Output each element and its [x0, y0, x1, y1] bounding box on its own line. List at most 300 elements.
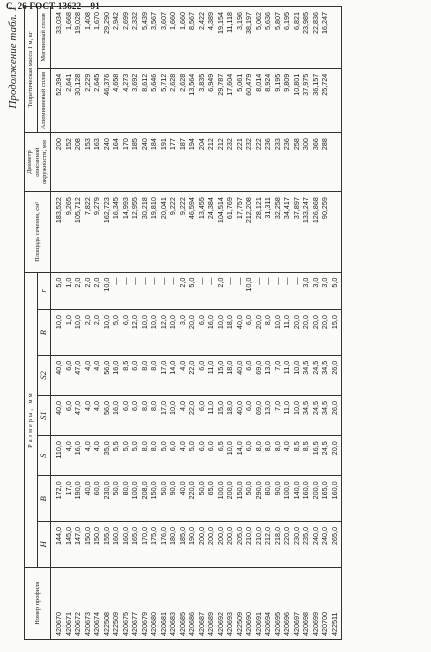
cell-r-lower: — — [235, 272, 245, 310]
cell-h: 200,0 — [197, 522, 207, 568]
cell-r-lower: — — [111, 272, 121, 310]
cell-mass-aluminium: 13,564 — [187, 68, 197, 132]
cell-r-upper: 5,0 — [111, 310, 121, 356]
cell-mass-magnesium: 23,985 — [301, 7, 311, 69]
cell-r-lower: — — [225, 272, 235, 310]
cell-h: 160,0 — [121, 522, 131, 568]
cell-area: 34,417 — [282, 192, 292, 272]
cell-r-upper: 16,0 — [206, 310, 216, 356]
cell-s: 10,0 — [225, 436, 235, 476]
cell-mass-magnesium: 8,567 — [187, 7, 197, 69]
cell-s: 8,0 — [263, 436, 273, 476]
cell-area: 9,279 — [92, 192, 102, 272]
cell-s2: 34,5 — [320, 355, 330, 395]
cell-s1: 24,5 — [311, 395, 321, 435]
table-row — [216, 7, 226, 640]
table-row — [320, 7, 330, 640]
cell-b: 80,0 — [121, 476, 131, 522]
cell-mass-magnesium: 33,034 — [51, 7, 64, 69]
cell-s1: 4,0 — [178, 395, 188, 435]
cell-b: 160,0 — [330, 476, 342, 522]
cell-s1: 4,0 — [83, 395, 93, 435]
cell-s1: 7,0 — [273, 395, 283, 435]
cell-mass-magnesium: 3,567 — [149, 7, 159, 69]
cell-s2: 17,0 — [159, 355, 169, 395]
cell-s1: 26,0 — [330, 395, 342, 435]
cell-diameter: 236 — [282, 133, 292, 192]
cell-b: 230,0 — [102, 476, 112, 522]
cell-r-lower: 10,0 — [244, 272, 254, 310]
cell-mass-magnesium — [330, 7, 342, 69]
cell-r-upper: 20,0 — [301, 310, 311, 356]
cell-h: 200,0 — [206, 522, 216, 568]
table-row — [51, 7, 64, 640]
cell-h: 175,0 — [149, 522, 159, 568]
table-row — [149, 7, 159, 640]
cell-s: 4,0 — [83, 436, 93, 476]
cell-area: 16,345 — [111, 192, 121, 272]
cell-mass-magnesium: 1,668 — [64, 7, 74, 69]
page-header: С. 26 ГОСТ 13622—91 — [6, 1, 100, 11]
cell-area: 37,897 — [292, 192, 302, 272]
cell-mass-aluminium: 46,376 — [102, 68, 112, 132]
table-row — [178, 7, 188, 640]
cell-s1: 10,0 — [168, 395, 178, 435]
cell-s: 4,0 — [178, 436, 188, 476]
cell-s: 24,5 — [320, 436, 330, 476]
cell-mass-aluminium: 37,975 — [301, 68, 311, 132]
cell-b: 90,0 — [168, 476, 178, 522]
cell-b: 100,0 — [130, 476, 140, 522]
table-row — [130, 7, 140, 640]
cell-diameter: 221 — [235, 133, 245, 192]
cell-diameter: 233 — [273, 133, 283, 192]
cell-s1: 18,0 — [225, 395, 235, 435]
cell-mass-aluminium: 8,014 — [254, 68, 264, 132]
cell-diameter: 232 — [244, 133, 254, 192]
cell-b: 150,0 — [149, 476, 159, 522]
cell-r-upper: 20,0 — [187, 310, 197, 356]
cell-mass-magnesium: 38,197 — [244, 7, 254, 69]
cell-r-lower: 10,0 — [102, 272, 112, 310]
rotated-table-region — [6, 0, 430, 640]
cell-s: 6,5 — [216, 436, 226, 476]
cell-profile-number: 420694 — [263, 567, 273, 639]
cell-mass-aluminium: 8,612 — [140, 68, 150, 132]
header-r-upper: R — [38, 310, 51, 356]
table-row — [83, 7, 93, 640]
table-row — [206, 7, 216, 640]
cell-s1: 6,0 — [121, 395, 131, 435]
cell-area: 183,522 — [51, 192, 64, 272]
header-r-lower: r — [38, 272, 51, 310]
cell-r-lower: — — [159, 272, 169, 310]
table-row — [282, 7, 292, 640]
cell-r-lower: — — [130, 272, 140, 310]
cell-s2: 11,0 — [206, 355, 216, 395]
cell-mass-aluminium: 4,658 — [111, 68, 121, 132]
cell-b: 190,0 — [73, 476, 83, 522]
cell-b: 208,0 — [140, 476, 150, 522]
table-row — [292, 7, 302, 640]
cell-mass-magnesium: 1,408 — [83, 7, 93, 69]
cell-h: 230,0 — [292, 522, 302, 568]
table-row — [311, 7, 321, 640]
header-h: H — [38, 522, 51, 568]
cell-mass-magnesium: 16,247 — [320, 7, 330, 69]
table-row — [197, 7, 207, 640]
cell-s2: 56,0 — [102, 355, 112, 395]
cell-r-lower: — — [206, 272, 216, 310]
cell-mass-magnesium: 5,636 — [263, 7, 273, 69]
cell-mass-aluminium: 4,273 — [121, 68, 131, 132]
cell-r-upper: 20,0 — [320, 310, 330, 356]
cell-s2: 6,0 — [130, 355, 140, 395]
cell-area: 105,712 — [73, 192, 83, 272]
table-row — [102, 7, 112, 640]
header-s1: S1 — [38, 395, 51, 435]
cell-s1: 6,0 — [64, 395, 74, 435]
cell-s1: 11,0 — [282, 395, 292, 435]
cell-area: 212,208 — [244, 192, 254, 272]
cell-s1: 13,0 — [263, 395, 273, 435]
table-row — [121, 7, 131, 640]
cell-area: 9,222 — [178, 192, 188, 272]
cell-diameter: 236 — [263, 133, 273, 192]
cell-area: 17,757 — [235, 192, 245, 272]
table-row — [64, 7, 74, 640]
cell-s2: 6,0 — [197, 355, 207, 395]
cell-s2: 24,5 — [311, 355, 321, 395]
header-mass: Теоретическая масса 1 м, кг — [25, 7, 38, 133]
cell-profile-number: 422511 — [330, 567, 342, 639]
table-row — [140, 7, 150, 640]
cell-area: 61,769 — [225, 192, 235, 272]
cell-h: 200,0 — [216, 522, 226, 568]
cell-b: 50,0 — [244, 476, 254, 522]
cell-s: 6,0 — [197, 436, 207, 476]
cell-r-lower: — — [282, 272, 292, 310]
cell-r-lower: 2,0 — [83, 272, 93, 310]
cell-diameter: 300 — [301, 133, 311, 192]
cell-mass-magnesium: 6,195 — [282, 7, 292, 69]
cell-mass-aluminium: 2,229 — [83, 68, 93, 132]
cell-s: 8,0 — [273, 436, 283, 476]
table-row — [330, 7, 342, 640]
cell-r-lower: — — [121, 272, 131, 310]
cell-diameter: 258 — [292, 133, 302, 192]
cell-diameter: 212 — [206, 133, 216, 192]
cell-mass-magnesium: 19,154 — [216, 7, 226, 69]
cell-diameter: 366 — [311, 133, 321, 192]
cell-s2: 7,0 — [273, 355, 283, 395]
cell-h: 205,0 — [235, 522, 245, 568]
cell-profile-number: 420699 — [311, 567, 321, 639]
cell-r-upper: 2,0 — [83, 310, 93, 356]
cell-mass-aluminium: 2,641 — [64, 68, 74, 132]
cell-diameter: 194 — [187, 133, 197, 192]
cell-profile-number: 420672 — [73, 567, 83, 639]
cell-profile-number: 420689 — [206, 567, 216, 639]
cell-s2: 8,0 — [140, 355, 150, 395]
cell-s1: 8,0 — [149, 395, 159, 435]
cell-diameter: 185 — [130, 133, 140, 192]
cell-r-upper: 6,0 — [244, 310, 254, 356]
cell-s1: 8,0 — [140, 395, 150, 435]
cell-mass-aluminium: 8,924 — [263, 68, 273, 132]
cell-s: 6,0 — [206, 436, 216, 476]
cell-diameter: 184 — [149, 133, 159, 192]
cell-s: 16,5 — [311, 436, 321, 476]
cell-profile-number: 420674 — [92, 567, 102, 639]
cell-s2: 6,0 — [244, 355, 254, 395]
cell-r-upper: 10,0 — [140, 310, 150, 356]
cell-h: 210,0 — [244, 522, 254, 568]
cell-profile-number: 420692 — [216, 567, 226, 639]
cell-profile-number: 420671 — [64, 567, 74, 639]
cell-r-upper: 1,0 — [64, 310, 74, 356]
cell-mass-magnesium: 2,699 — [121, 7, 131, 69]
cell-diameter: 187 — [178, 133, 188, 192]
cell-area: 90,259 — [320, 192, 330, 272]
cell-diameter: 208 — [73, 133, 83, 192]
cell-mass-aluminium — [330, 68, 342, 132]
cell-s1: 6,0 — [130, 395, 140, 435]
cell-b: 40,0 — [83, 476, 93, 522]
cell-s1: 34,5 — [301, 395, 311, 435]
cell-r-upper: 10,0 — [149, 310, 159, 356]
cell-profile-number: 420683 — [168, 567, 178, 639]
cell-profile-number: 420673 — [83, 567, 93, 639]
cell-diameter: 164 — [111, 133, 121, 192]
profile-table — [24, 6, 342, 640]
cell-profile-number: 420696 — [282, 567, 292, 639]
cell-s2: 6,0 — [64, 355, 74, 395]
cell-s1: 34,5 — [320, 395, 330, 435]
cell-r-lower: 3,0 — [301, 272, 311, 310]
cell-mass-aluminium: 3,835 — [197, 68, 207, 132]
cell-mass-aluminium: 36,157 — [311, 68, 321, 132]
cell-s: 6,0 — [244, 436, 254, 476]
cell-b: 290,0 — [254, 476, 264, 522]
cell-r-lower: 2,0 — [92, 272, 102, 310]
cell-area: 12,955 — [130, 192, 140, 272]
cell-mass-magnesium: 5,807 — [273, 7, 283, 69]
cell-profile-number: 420690 — [244, 567, 254, 639]
cell-s: 8,5 — [301, 436, 311, 476]
header-s2: S2 — [38, 355, 51, 395]
cell-r-upper: 15,0 — [330, 310, 342, 356]
cell-mass-aluminium: 9,809 — [282, 68, 292, 132]
cell-s: 5,0 — [187, 436, 197, 476]
table-row — [301, 7, 311, 640]
cell-s2: 26,0 — [330, 355, 342, 395]
cell-r-upper: 20,0 — [292, 310, 302, 356]
cell-mass-magnesium: 29,290 — [102, 7, 112, 69]
cell-area: 30,218 — [140, 192, 150, 272]
cell-r-upper: 6,0 — [121, 310, 131, 356]
cell-h: 240,0 — [311, 522, 321, 568]
cell-mass-aluminium: 9,195 — [273, 68, 283, 132]
cell-diameter: 163 — [92, 133, 102, 192]
cell-diameter: 153 — [83, 133, 93, 192]
header-b: B — [38, 476, 51, 522]
cell-mass-aluminium: 2,645 — [92, 68, 102, 132]
cell-b: 60,0 — [92, 476, 102, 522]
cell-r-lower: — — [263, 272, 273, 310]
cell-r-lower: 5,0 — [51, 272, 64, 310]
table-row — [273, 7, 283, 640]
cell-mass-aluminium: 2,628 — [168, 68, 178, 132]
cell-profile-number: 420693 — [225, 567, 235, 639]
cell-s1: 16,0 — [111, 395, 121, 435]
cell-h: 218,0 — [273, 522, 283, 568]
cell-profile-number: 422509 — [235, 567, 245, 639]
cell-area: 133,247 — [301, 192, 311, 272]
cell-r-upper: 6,0 — [197, 310, 207, 356]
cell-b: 90,0 — [273, 476, 283, 522]
cell-mass-magnesium: 6,821 — [292, 7, 302, 69]
table-row — [111, 7, 121, 640]
cell-mass-magnesium: 2,422 — [197, 7, 207, 69]
cell-s2: 16,0 — [111, 355, 121, 395]
cell-mass-aluminium: 17,604 — [225, 68, 235, 132]
cell-s: 8,0 — [140, 436, 150, 476]
cell-mass-aluminium: 6,949 — [206, 68, 216, 132]
cell-h: 235,0 — [301, 522, 311, 568]
cell-s2: 34,5 — [301, 355, 311, 395]
cell-mass-magnesium: 22,836 — [311, 7, 321, 69]
cell-s: 35,0 — [102, 436, 112, 476]
cell-area: 20,041 — [159, 192, 169, 272]
cell-h: 176,0 — [159, 522, 169, 568]
cell-r-upper: 40,0 — [235, 310, 245, 356]
cell-s1: 40,0 — [51, 395, 64, 435]
cell-h: 212,0 — [263, 522, 273, 568]
cell-b: 220,0 — [187, 476, 197, 522]
cell-h: 150,0 — [92, 522, 102, 568]
cell-s1: 22,0 — [187, 395, 197, 435]
cell-b: 165,0 — [320, 476, 330, 522]
cell-s: 16,0 — [73, 436, 83, 476]
cell-h: 160,0 — [111, 522, 121, 568]
cell-r-upper: 20,0 — [311, 310, 321, 356]
cell-r-lower: 3,0 — [320, 272, 330, 310]
cell-area: 162,723 — [102, 192, 112, 272]
cell-b: 140,0 — [292, 476, 302, 522]
cell-s: 6,0 — [168, 436, 178, 476]
cell-r-lower: — — [149, 272, 159, 310]
cell-r-lower: — — [197, 272, 207, 310]
cell-b: 200,0 — [225, 476, 235, 522]
table-row — [92, 7, 102, 640]
cell-mass-aluminium: 3,692 — [130, 68, 140, 132]
cell-area: 14,993 — [121, 192, 131, 272]
cell-s2: 4,0 — [92, 355, 102, 395]
cell-h: 190,0 — [187, 522, 197, 568]
cell-area — [330, 192, 342, 272]
cell-mass-aluminium: 30,128 — [73, 68, 83, 132]
continuation-label: Продолжение табл. 1 — [7, 6, 19, 109]
cell-s1: 56,0 — [102, 395, 112, 435]
cell-diameter — [330, 133, 342, 192]
cell-r-upper: 10,0 — [102, 310, 112, 356]
cell-r-upper: 10,0 — [73, 310, 83, 356]
cell-s1: 69,0 — [254, 395, 264, 435]
cell-mass-aluminium: 5,712 — [159, 68, 169, 132]
cell-diameter: 191 — [159, 133, 169, 192]
cell-mass-aluminium: 2,628 — [178, 68, 188, 132]
header-aluminium: Алюминиевый сплав — [38, 68, 51, 132]
cell-area: 19,810 — [149, 192, 159, 272]
cell-s2: 14,0 — [168, 355, 178, 395]
cell-h: 200,0 — [225, 522, 235, 568]
cell-s2: 8,5 — [121, 355, 131, 395]
cell-diameter: 152 — [64, 133, 74, 192]
cell-profile-number: 420698 — [301, 567, 311, 639]
cell-h: 240,0 — [320, 522, 330, 568]
cell-mass-magnesium: 19,028 — [73, 7, 83, 69]
cell-s: 4,0 — [64, 436, 74, 476]
cell-mass-magnesium: 11,118 — [225, 7, 235, 69]
cell-mass-aluminium: 60,479 — [244, 68, 254, 132]
cell-s: 14,0 — [235, 436, 245, 476]
cell-r-upper: 10,0 — [168, 310, 178, 356]
cell-r-lower: 5,0 — [187, 272, 197, 310]
cell-s1: 6,0 — [244, 395, 254, 435]
cell-b: 160,0 — [301, 476, 311, 522]
table-row — [168, 7, 178, 640]
cell-r-upper: 10,0 — [273, 310, 283, 356]
cell-area: 46,594 — [187, 192, 197, 272]
cell-s2: 69,0 — [254, 355, 264, 395]
cell-s1: 47,0 — [73, 395, 83, 435]
cell-r-lower: 5,0 — [330, 272, 342, 310]
table-row — [263, 7, 273, 640]
table-row — [187, 7, 197, 640]
cell-profile-number: 420691 — [254, 567, 264, 639]
cell-r-lower: 1,0 — [64, 272, 74, 310]
cell-profile-number: 420677 — [130, 567, 140, 639]
header-diameter: Диаметр описанной окружности, мм — [25, 133, 51, 192]
cell-h: 155,0 — [102, 522, 112, 568]
cell-s1: 15,0 — [216, 395, 226, 435]
cell-h: 220,0 — [282, 522, 292, 568]
cell-h: 180,0 — [168, 522, 178, 568]
cell-diameter: 177 — [168, 133, 178, 192]
table-row — [159, 7, 169, 640]
cell-diameter: 240 — [102, 133, 112, 192]
cell-diameter: 288 — [320, 133, 330, 192]
cell-area: 13,455 — [197, 192, 207, 272]
cell-diameter: 170 — [121, 133, 131, 192]
cell-profile-number: 420685 — [178, 567, 188, 639]
cell-mass-magnesium: 3,196 — [235, 7, 245, 69]
cell-b: 17,0 — [64, 476, 74, 522]
cell-s2: 15,0 — [216, 355, 226, 395]
cell-area: 28,121 — [254, 192, 264, 272]
cell-r-lower: 2,0 — [178, 272, 188, 310]
header-area: Площадь сечения, см² — [25, 192, 51, 272]
cell-b: 100,0 — [282, 476, 292, 522]
cell-profile-number: 420675 — [121, 567, 131, 639]
cell-b: 80,0 — [263, 476, 273, 522]
cell-s2: 40,0 — [51, 355, 64, 395]
cell-r-upper: 10,0 — [216, 310, 226, 356]
cell-diameter: 204 — [197, 133, 207, 192]
cell-s1: 10,0 — [292, 395, 302, 435]
header-s: S — [38, 436, 51, 476]
